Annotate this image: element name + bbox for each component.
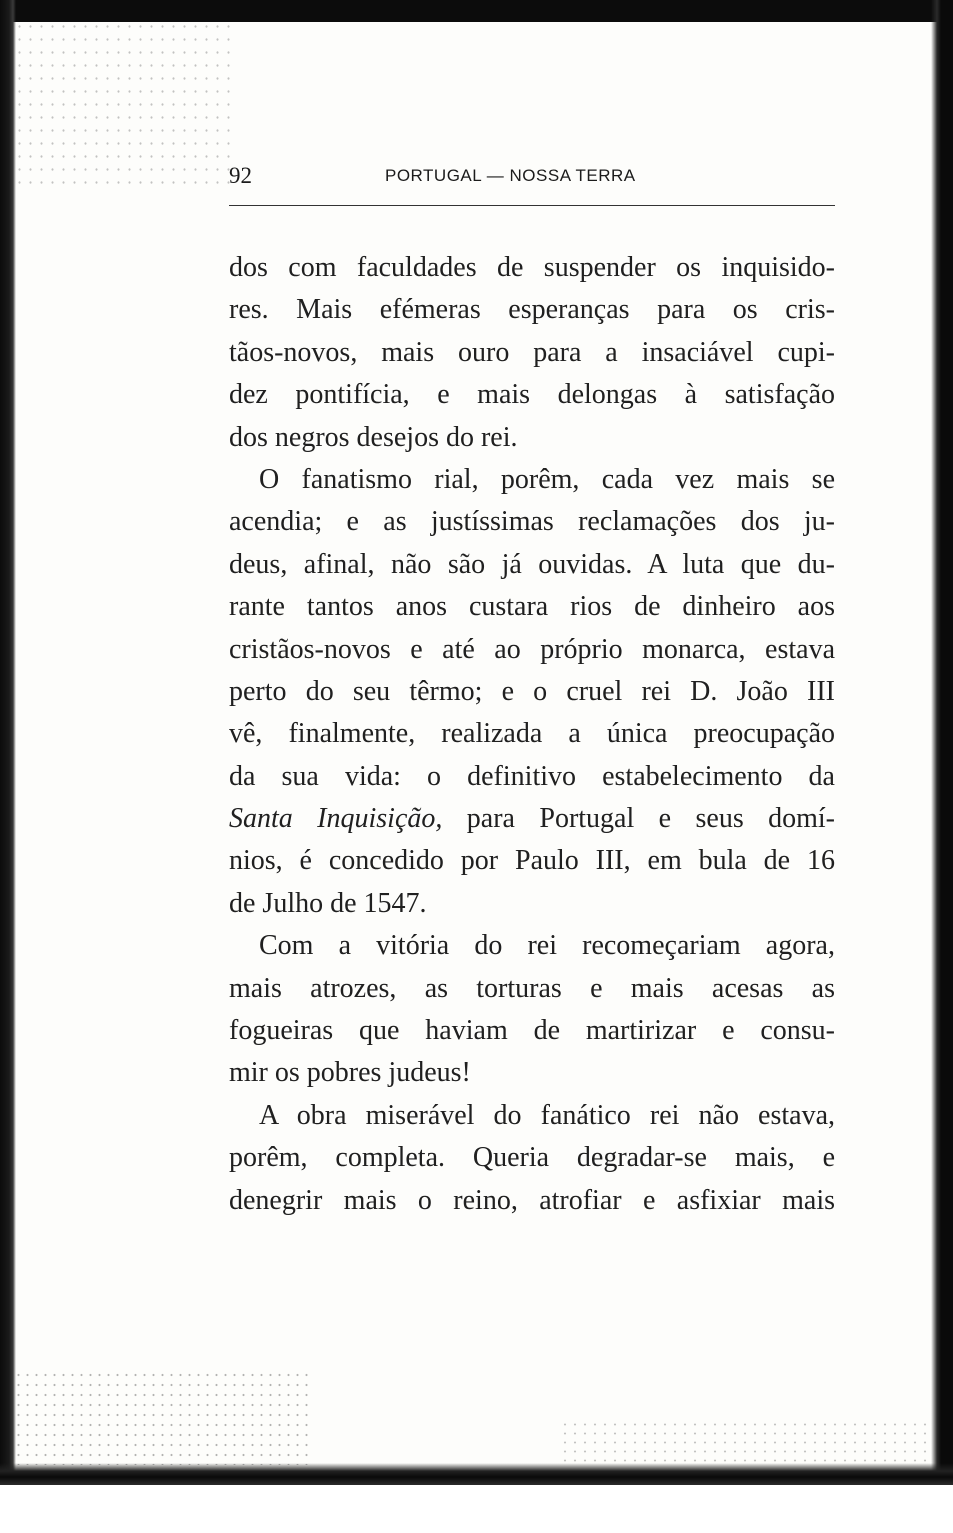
text-line: porêm, completa. Queria degradar-se mais, e bbox=[229, 1142, 835, 1174]
text-line: fogueiras que haviam de martirizar e consu- bbox=[229, 1015, 835, 1047]
text-line: mir os pobres judeus! bbox=[229, 1057, 471, 1089]
text-line: dez pontifícia, e mais delongas à satisfação bbox=[229, 379, 835, 411]
running-head bbox=[229, 163, 835, 193]
scan-border-bottom bbox=[0, 1463, 953, 1485]
scan-border-right bbox=[931, 0, 953, 1533]
text-line: da sua vida: o definitivo estabelecimento da bbox=[229, 760, 835, 792]
body-text bbox=[229, 247, 835, 1222]
page-margin-bottom bbox=[0, 1485, 953, 1533]
text-line: A obra miserável do fanático rei não estava, bbox=[259, 1099, 835, 1131]
text-line: O fanatismo rial, porêm, cada vez mais se bbox=[259, 463, 835, 495]
text-line: Com a vitória do rei recomeçariam agora, bbox=[259, 930, 835, 962]
italic-phrase: Santa Inquisição, bbox=[229, 803, 443, 835]
text-line: dos com faculdades de suspender os inquisido- bbox=[229, 252, 835, 283]
text-line: rante tantos anos custara rios de dinheiro aos bbox=[229, 591, 835, 623]
text-line: de Julho de 1547. bbox=[229, 887, 427, 919]
text-line: denegrir mais o reino, atrofiar e asfixiar mais bbox=[229, 1184, 835, 1216]
text-line: dos negros desejos do rei. bbox=[229, 421, 518, 453]
scan-border-top bbox=[0, 0, 953, 22]
page-number: 92 bbox=[229, 163, 252, 188]
header-rule bbox=[229, 205, 835, 206]
text-line: vê, finalmente, realizada a única preocupação bbox=[229, 718, 835, 750]
scan-border-left bbox=[0, 0, 16, 1533]
text-line: mais atrozes, as torturas e mais acesas as bbox=[229, 972, 835, 1004]
scan-noise bbox=[14, 20, 234, 190]
text-line: cristãos-novos e até ao próprio monarca, estava bbox=[229, 633, 835, 665]
text-line bbox=[229, 798, 835, 840]
text-line: tãos-novos, mais ouro para a insaciável cupi- bbox=[229, 336, 835, 368]
scan-noise bbox=[14, 1370, 314, 1465]
text-fragment: para Portugal e seus domí- bbox=[466, 803, 835, 835]
text-line: nios, é concedido por Paulo III, em bula de 16 bbox=[229, 845, 835, 877]
text-line: res. Mais efémeras esperanças para os cris- bbox=[229, 294, 835, 326]
running-title: PORTUGAL — NOSSA TERRA bbox=[385, 166, 636, 185]
text-line: acendia; e as justíssimas reclamações dos ju- bbox=[229, 506, 835, 538]
text-line: perto do seu têrmo; e o cruel rei D. João III bbox=[229, 675, 835, 707]
text-line: deus, afinal, não são já ouvidas. A luta que du- bbox=[229, 548, 835, 580]
scan-noise bbox=[560, 1420, 930, 1465]
